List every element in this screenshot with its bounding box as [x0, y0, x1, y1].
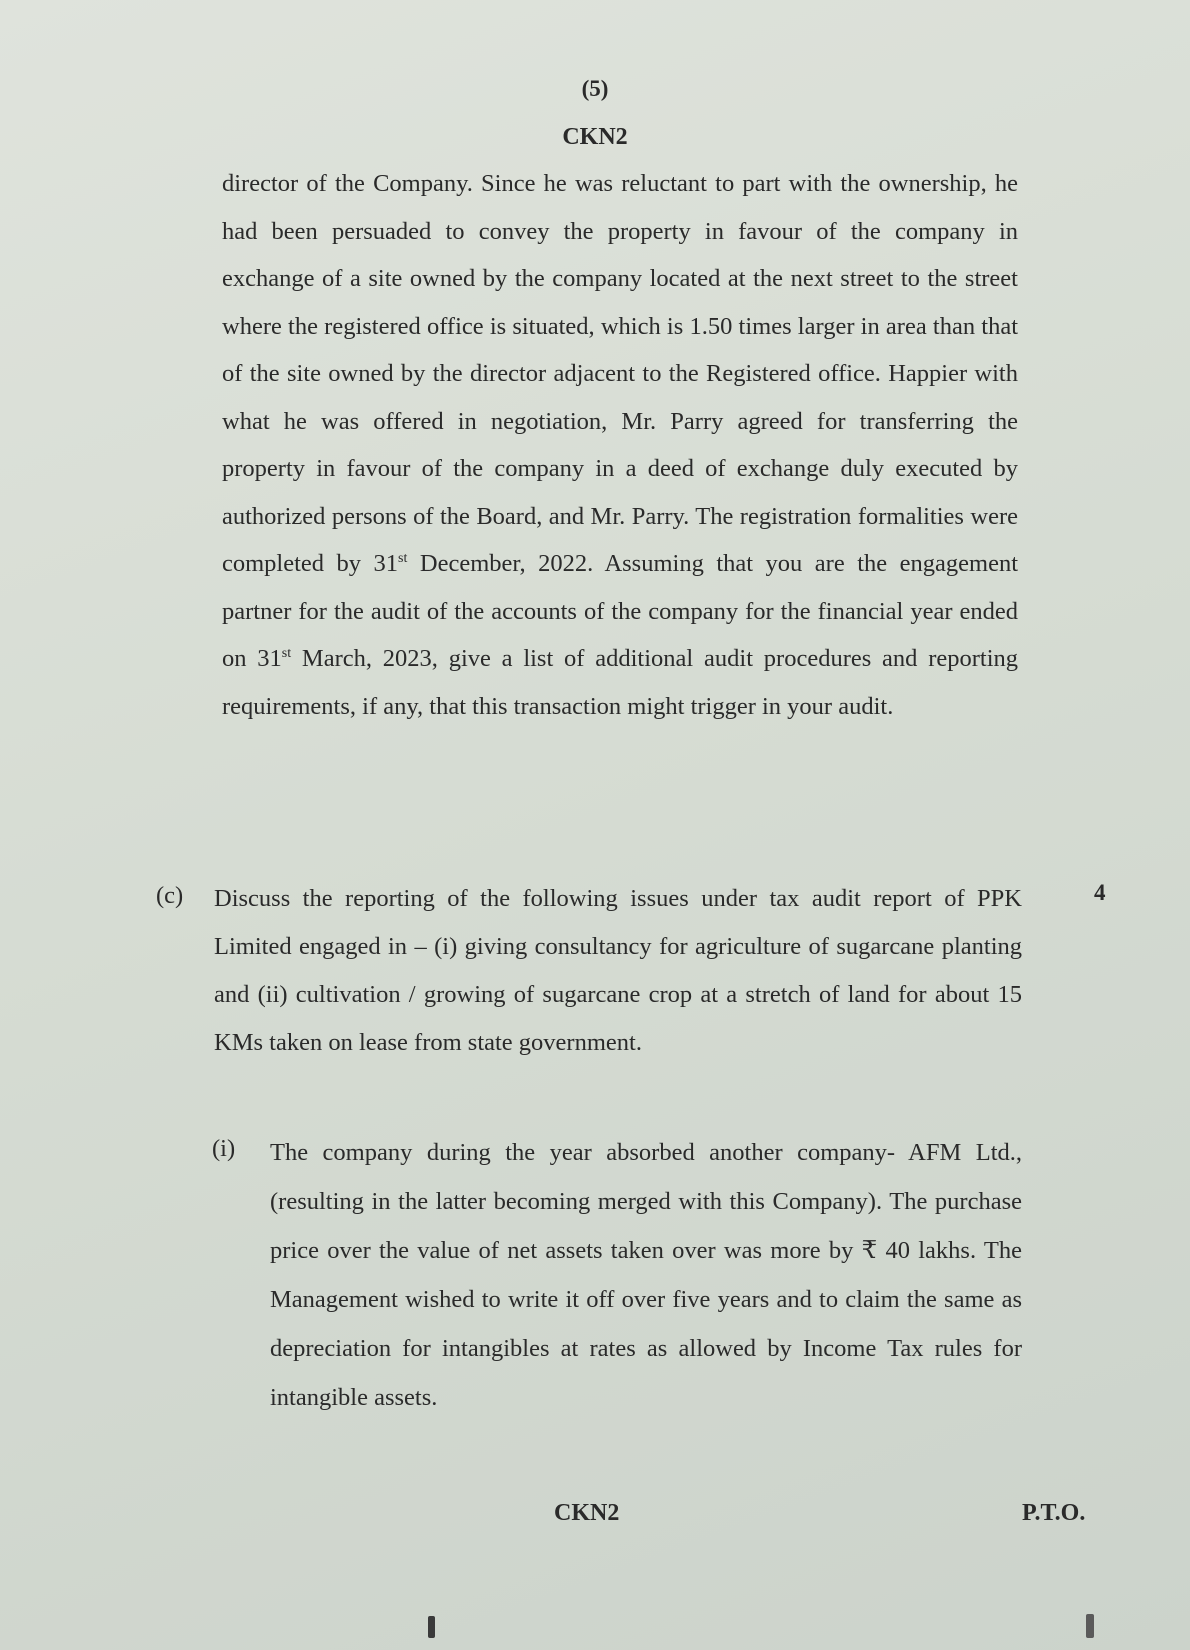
- continued-text-part-2: December, 2022. Assuming that you are the engagement partner for the audit of the accounts of the company for the financial year ended on 31: [222, 550, 1019, 672]
- please-turn-over: P.T.O.: [1022, 1500, 1086, 1526]
- continued-text-part-1: director of the Company. Since he was reluctant to part with the ownership, he had been persuaded to convey the property in favour of the company in exchange of a site owned by the company located at the next street to the street where the registered office is situated, which is 1.50 times larger in area than that of the site owned by the director adjacent to the Registered office. Happier with what he was offered in negotiation, Mr. Parry agreed for transferring the property in favour of the company in a deed of exchange duly executed by authorized persons of the Board, and Mr. Parry. The registration formalities were completed by 31: [222, 170, 1018, 577]
- superscript-st-1: st: [398, 550, 408, 566]
- paper-code-header: CKN2: [562, 124, 628, 150]
- question-c-label: (c): [156, 882, 184, 909]
- continued-question-text: [222, 160, 1018, 730]
- question-c-marks: 4: [1094, 880, 1106, 905]
- binding-staple-mark-right: [1086, 1614, 1094, 1638]
- superscript-st-2: st: [281, 645, 292, 661]
- question-c-text: Discuss the reporting of the following issues under tax audit report of PPK Limited engaged in – (i) giving consultancy for agriculture of sugarcane planting and (ii) cultivation / growing of sugarcane crop at a stretch of land for about 15 KMs taken on lease from state government.: [214, 885, 1022, 1056]
- paper-code-footer: CKN2: [554, 1500, 620, 1526]
- continued-text-part-3: March, 2023, give a list of additional audit procedures and reporting requirements, if any, that this transaction might trigger in your audit.: [222, 645, 1019, 720]
- sub-item-i-label: (i): [212, 1135, 236, 1162]
- sub-item-i-text: The company during the year absorbed another company- AFM Ltd., (resulting in the latter becoming merged with this Company). The purchase price over the value of net assets taken over was more by ₹ 40 lakhs. The Management wished to write it off over five years and to claim the same as depreciation for intangibles at rates as allowed by Income Tax rules for intangible assets.: [270, 1139, 1022, 1411]
- page-number: (5): [581, 76, 609, 101]
- binding-staple-mark-left: [428, 1616, 435, 1638]
